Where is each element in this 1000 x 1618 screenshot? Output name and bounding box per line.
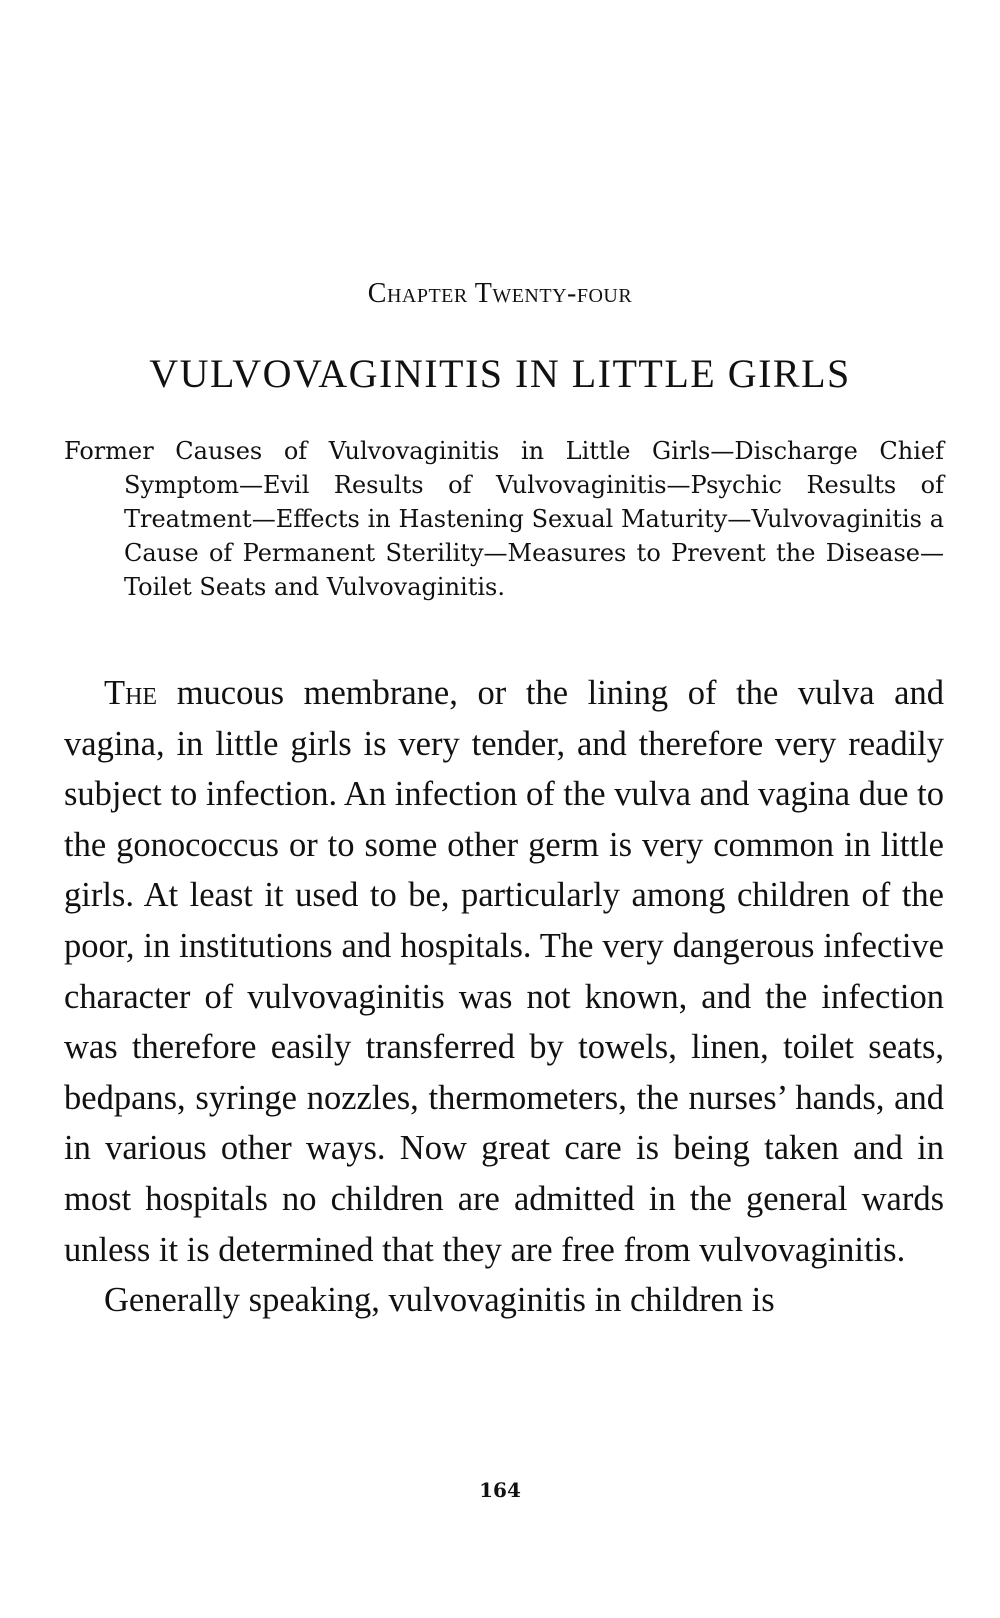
paragraph: Generally speaking, vulvovaginitis in children is xyxy=(104,1281,775,1320)
body-text xyxy=(64,668,944,1326)
page-number: 164 xyxy=(479,1478,521,1502)
chapter-label: Chapter Twenty-four xyxy=(367,278,633,309)
paragraph-text: mucous membrane, or the lining of the vulva and vagina, in little girls is very tender, and therefore very readily subject to infection. An infection of the vulva and vagina due to the gonococcus or to some other germ is very common in little girls. At least it used to be, particularly among children of the poor, in institutions and hospitals. The very dangerous infective character of vulvovaginitis was not known, and the infection was therefore easily transferred by towels, linen, toilet seats, bedpans, syringe nozzles, thermometers, the nurses’ hands, and in various other ways. Now great care is being taken and in most hospitals no children are admitted in the general wards unless it is determined that they are free from vulvovaginitis. xyxy=(64,674,944,1269)
paragraph-lead-word: The xyxy=(104,674,158,712)
chapter-synopsis: Former Causes of Vulvovaginitis in Little Girls—Discharge Chief Symptom—Evil Results of Vulvovaginitis—Psychic Results of Treatment—Effects in Hastening Sexual Maturity—Vulvovaginitis a Cause of Permanent Sterility—Measures to Prevent the Disease—Toilet Seats and Vulvovaginitis. xyxy=(64,437,944,601)
chapter-title: VULVOVAGINITIS IN LITTLE GIRLS xyxy=(149,351,851,396)
paragraph xyxy=(64,668,944,1275)
